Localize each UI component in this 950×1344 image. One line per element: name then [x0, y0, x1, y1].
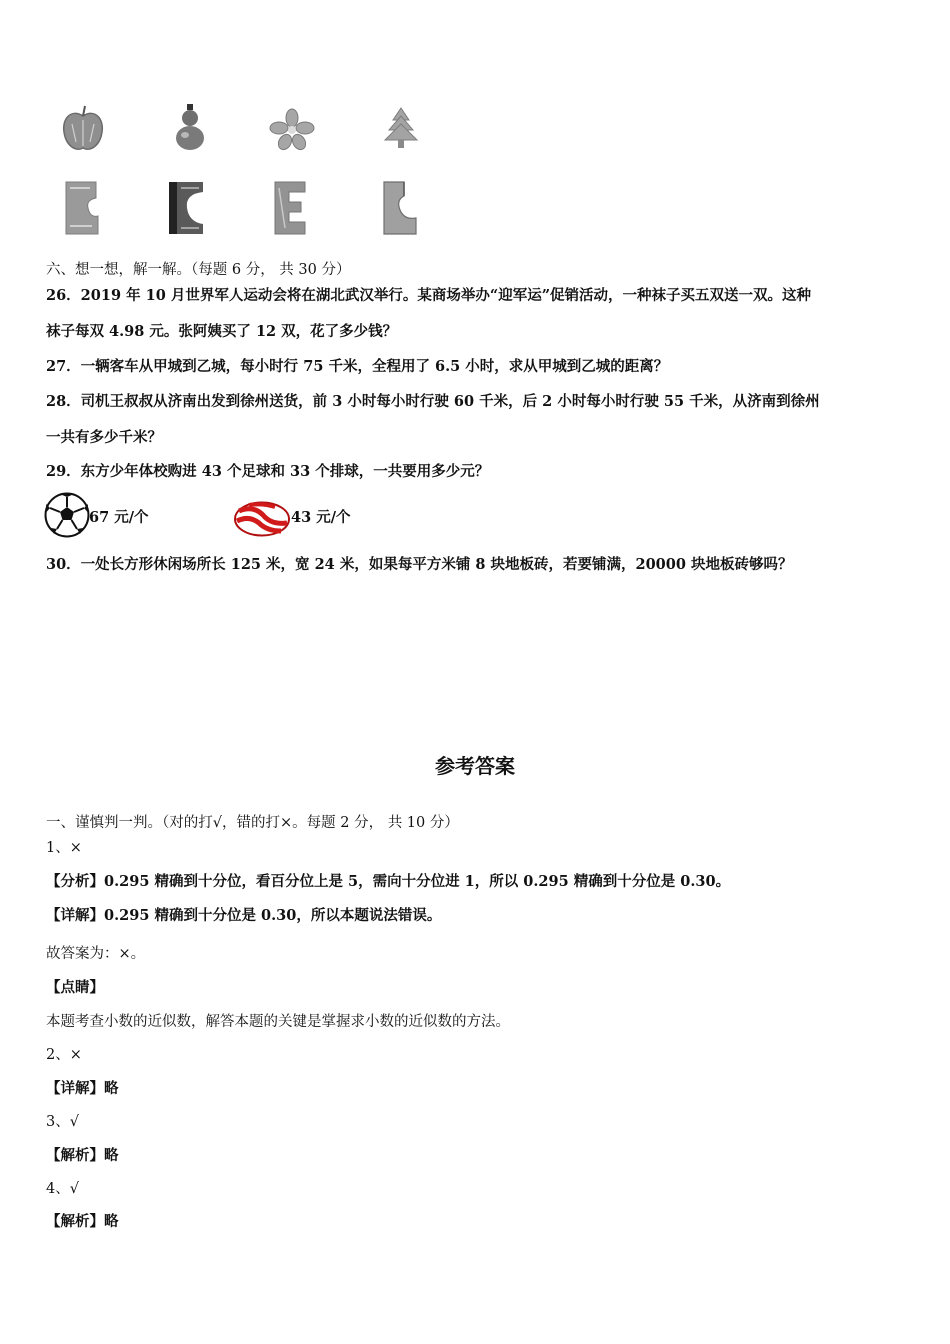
answer-3-detail: 【解析】略 [46, 1147, 119, 1164]
section-heading: 六、想一想，解一解。（每题 6 分， 共 30 分） [46, 262, 351, 278]
flower-icon [265, 100, 319, 160]
answer-4: 4、√ [46, 1181, 79, 1197]
answer-1-detail: 【详解】0.295 精确到十分位是 0.30，所以本题说法错误。 [46, 907, 442, 924]
question-29: 29．东方少年体校购进 43 个足球和 33 个排球，一共要用多少元？ [46, 463, 490, 480]
gourd-icon [163, 100, 217, 160]
answer-3: 3、√ [46, 1114, 79, 1130]
soccer-price: 67 元/个 [89, 509, 149, 526]
cutout-card-2 [163, 178, 217, 238]
answer-1-conclusion: 故答案为：×。 [46, 946, 146, 962]
question-26-line-2: 袜子每双 4.98 元。张阿姨买了 12 双，花了多少钱？ [46, 323, 398, 340]
answer-section-heading: 一、谨慎判一判。（对的打√，错的打×。每题 2 分， 共 10 分） [46, 815, 459, 831]
soccer-ball-icon [44, 492, 90, 538]
answer-title: 参考答案 [435, 754, 515, 778]
answer-2: 2、× [46, 1047, 82, 1063]
question-27: 27．一辆客车从甲城到乙城，每小时行 75 千米，全程用了 6.5 小时，求从甲城到乙城的距离？ [46, 358, 669, 375]
cutout-figure-row [56, 178, 436, 238]
question-28-line-2: 一共有多少千米？ [46, 429, 162, 446]
answer-4-detail: 【解析】略 [46, 1213, 119, 1230]
cutout-card-1 [56, 178, 110, 238]
cutout-card-4 [374, 178, 428, 238]
answer-1-tip: 本题考查小数的近似数，解答本题的关键是掌握求小数的近似数的方法。 [46, 1014, 510, 1030]
question-28-line-1: 28．司机王叔叔从济南出发到徐州送货，前 3 小时每小时行驶 60 千米，后 2 小时每小时行驶 55 千米，从济南到徐州 [46, 393, 820, 410]
volleyball-price: 43 元/个 [291, 509, 351, 526]
answer-1-tip-label: 【点睛】 [46, 979, 104, 996]
shape-figure-row [56, 100, 436, 160]
answer-1-analysis: 【分析】0.295 精确到十分位，看百分位上是 5，需向十分位进 1，所以 0.295 精确到十分位是 0.30。 [46, 873, 731, 890]
question-26-line-1: 26．2019 年 10 月世界军人运动会将在湖北武汉举行。某商场举办“迎军运”促销活动，一种袜子买五双送一双。这种 [46, 287, 812, 304]
volleyball-icon [233, 501, 291, 537]
apple-icon [56, 100, 110, 160]
answer-2-detail: 【详解】略 [46, 1080, 119, 1097]
question-30: 30．一处长方形休闲场所长 125 米，宽 24 米，如果每平方米铺 8 块地板砖，若要铺满，20000 块地板砖够吗？ [46, 556, 793, 573]
answer-1: 1、× [46, 840, 82, 856]
tree-icon [374, 100, 428, 160]
cutout-card-3 [265, 178, 319, 238]
